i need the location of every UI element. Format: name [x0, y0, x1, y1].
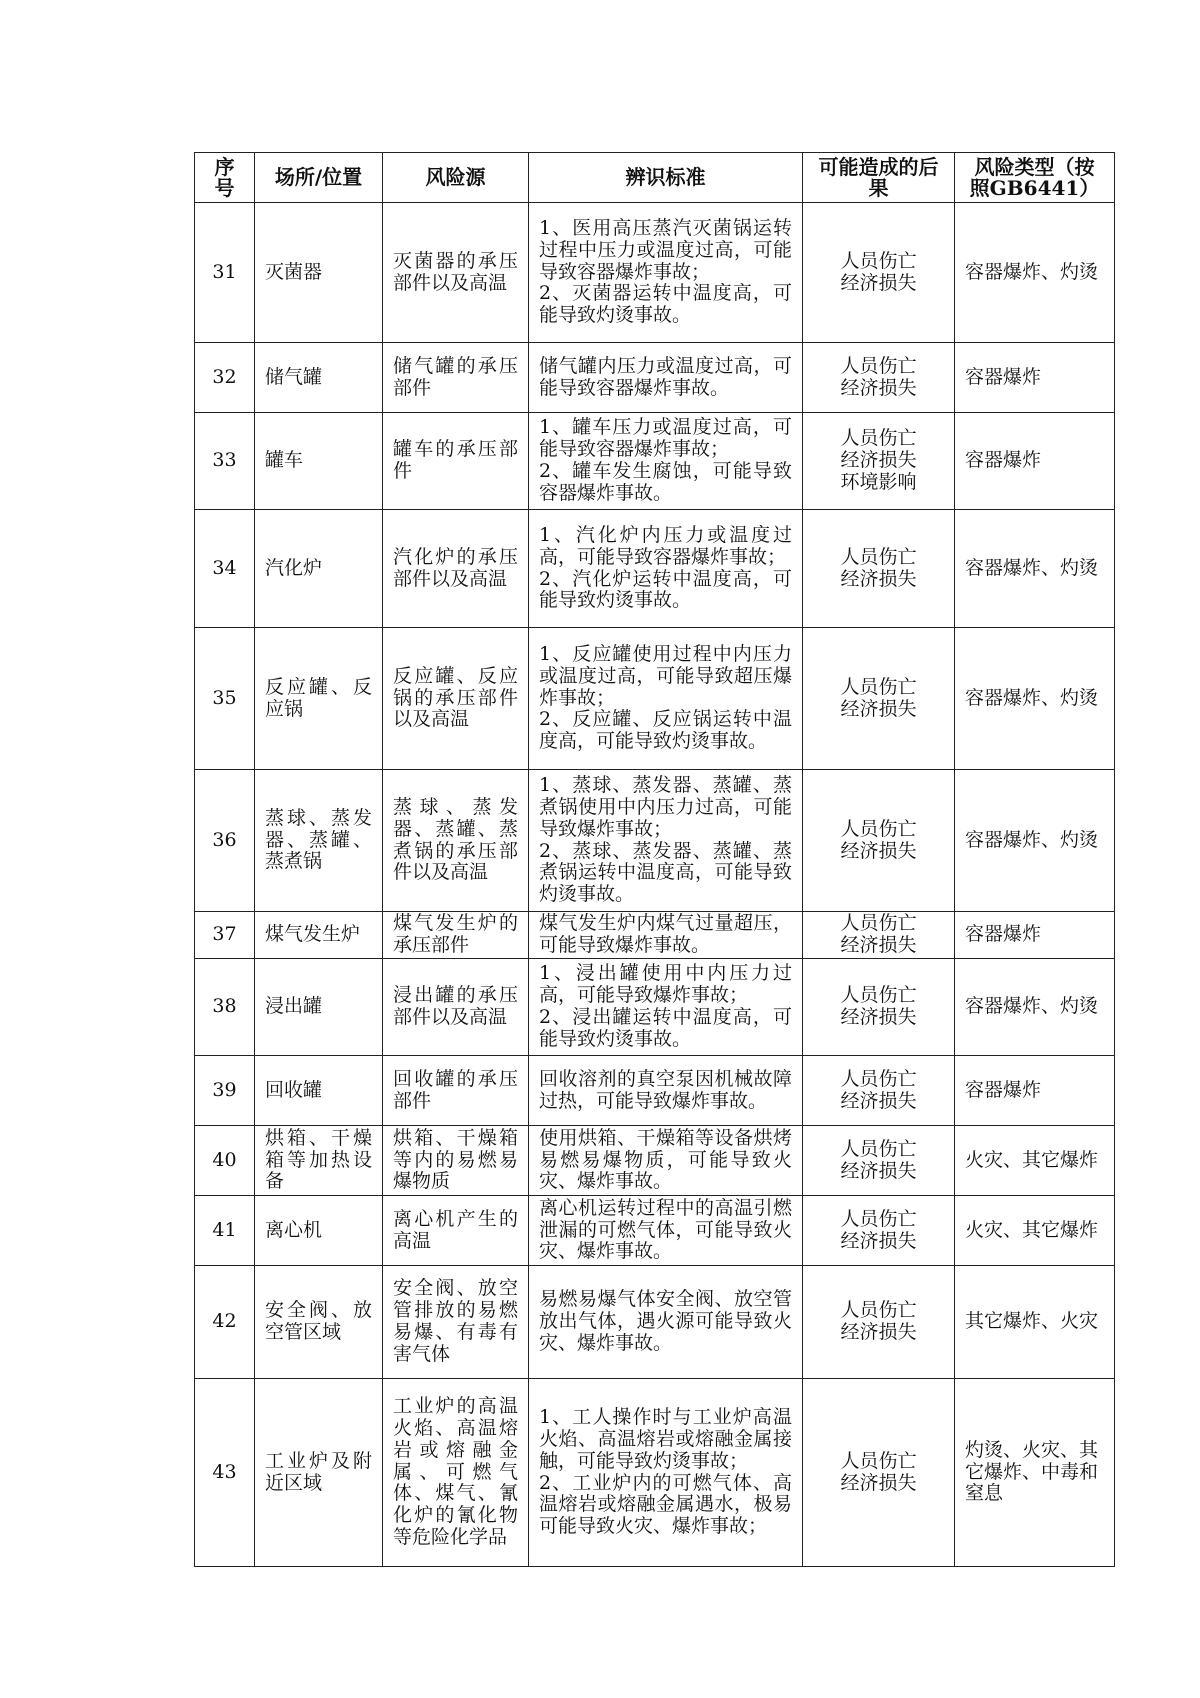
consequence-cell — [803, 628, 955, 770]
location-cell: 储气罐 — [255, 343, 383, 413]
consequence-cell — [803, 1266, 955, 1379]
location-cell: 蒸球、蒸发器、蒸罐、蒸煮锅 — [255, 770, 383, 912]
consequence-line: 人员伤亡 — [840, 1067, 917, 1090]
consequence-cell — [803, 413, 955, 510]
table-row — [195, 413, 1115, 510]
criteria-cell — [529, 1196, 803, 1266]
criteria-line: 1、蒸球、蒸发器、蒸罐、蒸煮锅使用中内压力过高，可能导致爆炸事故； — [539, 773, 792, 840]
consequence-line: 人员伤亡 — [840, 1207, 917, 1230]
consequence-line: 人员伤亡 — [840, 354, 917, 377]
location-cell: 工业炉及附近区域 — [255, 1379, 383, 1567]
criteria-cell — [529, 1056, 803, 1126]
consequence-line: 人员伤亡 — [840, 675, 917, 698]
criteria-line: 回收溶剂的真空泵因机械故障过热，可能导致爆炸事故。 — [539, 1067, 792, 1112]
table-row — [195, 203, 1115, 343]
risk-type-cell: 其它爆炸、火灾 — [955, 1266, 1115, 1379]
consequence-line: 环境影响 — [840, 470, 917, 493]
table-body — [195, 203, 1115, 1567]
row-number: 31 — [195, 203, 255, 343]
row-number: 40 — [195, 1126, 255, 1196]
criteria-cell — [529, 1126, 803, 1196]
criteria-cell — [529, 343, 803, 413]
header-type: 风险类型（按照GB6441） — [955, 153, 1115, 203]
criteria-cell — [529, 1266, 803, 1379]
consequence-line: 人员伤亡 — [840, 817, 917, 840]
consequence-line: 人员伤亡 — [840, 912, 917, 935]
table-row — [195, 1266, 1115, 1379]
risk-source-cell: 烘箱、干燥箱等内的易燃易爆物质 — [383, 1126, 529, 1196]
criteria-cell — [529, 413, 803, 510]
risk-source-cell: 浸出罐的承压部件以及高温 — [383, 959, 529, 1056]
consequence-line: 经济损失 — [840, 376, 917, 399]
risk-type-cell: 容器爆炸 — [955, 1056, 1115, 1126]
consequence-cell — [803, 203, 955, 343]
location-cell: 煤气发生炉 — [255, 912, 383, 959]
criteria-line: 使用烘箱、干燥箱等设备烘烤易燃易爆物质，可能导致火灾、爆炸事故。 — [539, 1126, 792, 1193]
location-cell: 汽化炉 — [255, 510, 383, 628]
consequence-cell — [803, 1379, 955, 1567]
risk-source-cell: 安全阀、放空管排放的易燃易爆、有毒有害气体 — [383, 1266, 529, 1379]
location-cell: 安全阀、放空管区域 — [255, 1266, 383, 1379]
risk-type-cell: 容器爆炸、灼烫 — [955, 203, 1115, 343]
location-cell: 灭菌器 — [255, 203, 383, 343]
location-cell: 烘箱、干燥箱等加热设备 — [255, 1126, 383, 1196]
consequence-line: 经济损失 — [840, 1089, 917, 1112]
consequence-line: 人员伤亡 — [840, 1137, 917, 1160]
risk-type-cell: 容器爆炸、灼烫 — [955, 959, 1115, 1056]
risk-type-cell: 火灾、其它爆炸 — [955, 1196, 1115, 1266]
risk-type-cell: 容器爆炸 — [955, 413, 1115, 510]
header-no: 序号 — [195, 153, 255, 203]
row-number: 36 — [195, 770, 255, 912]
criteria-line: 2、蒸球、蒸发器、蒸罐、蒸煮锅运转中温度高，可能导致灼烫事故。 — [539, 839, 792, 906]
consequence-cell — [803, 1126, 955, 1196]
table-row — [195, 510, 1115, 628]
consequence-line: 经济损失 — [840, 1229, 917, 1252]
consequence-line: 人员伤亡 — [840, 545, 917, 568]
risk-source-cell: 汽化炉的承压部件以及高温 — [383, 510, 529, 628]
consequence-cell — [803, 1056, 955, 1126]
criteria-line: 2、汽化炉运转中温度高，可能导致灼烫事故。 — [539, 567, 792, 612]
row-number: 43 — [195, 1379, 255, 1567]
location-cell: 回收罐 — [255, 1056, 383, 1126]
risk-type-cell: 容器爆炸 — [955, 912, 1115, 959]
criteria-line: 1、罐车压力或温度过高，可能导致容器爆炸事故； — [539, 416, 792, 461]
row-number: 34 — [195, 510, 255, 628]
criteria-line: 煤气发生炉内煤气过量超压，可能导致爆炸事故。 — [539, 912, 792, 956]
table-row — [195, 1126, 1115, 1196]
consequence-line: 经济损失 — [840, 271, 917, 294]
consequence-line: 人员伤亡 — [840, 1449, 917, 1472]
criteria-line: 离心机运转过程中的高温引燃泄漏的可燃气体，可能导致火灾、爆炸事故。 — [539, 1196, 792, 1263]
criteria-line: 1、工人操作时与工业炉高温火焰、高温熔岩或熔融金属接触，可能导致灼烫事故； — [539, 1405, 792, 1472]
criteria-line: 2、灭菌器运转中温度高，可能导致灼烫事故。 — [539, 282, 792, 327]
risk-type-cell: 灼烫、火灾、其它爆炸、中毒和窒息 — [955, 1379, 1115, 1567]
header-source: 风险源 — [383, 153, 529, 203]
criteria-cell — [529, 912, 803, 959]
risk-source-cell: 回收罐的承压部件 — [383, 1056, 529, 1126]
location-cell: 反应罐、反应锅 — [255, 628, 383, 770]
criteria-cell — [529, 1379, 803, 1567]
risk-table — [194, 152, 1115, 1567]
table-row — [195, 912, 1115, 959]
consequence-line: 人员伤亡 — [840, 427, 917, 450]
location-cell: 罐车 — [255, 413, 383, 510]
criteria-cell — [529, 510, 803, 628]
consequence-cell — [803, 959, 955, 1056]
consequence-line: 人员伤亡 — [840, 1299, 917, 1322]
risk-type-cell: 容器爆炸、灼烫 — [955, 628, 1115, 770]
location-cell: 浸出罐 — [255, 959, 383, 1056]
consequence-line: 经济损失 — [840, 934, 917, 956]
consequence-line: 经济损失 — [840, 449, 917, 472]
consequence-line: 经济损失 — [840, 1471, 917, 1494]
consequence-cell — [803, 912, 955, 959]
location-cell: 离心机 — [255, 1196, 383, 1266]
risk-type-cell: 容器爆炸 — [955, 343, 1115, 413]
risk-source-cell: 罐车的承压部件 — [383, 413, 529, 510]
criteria-line: 2、罐车发生腐蚀，可能导致容器爆炸事故。 — [539, 460, 792, 504]
table-row — [195, 343, 1115, 413]
consequence-cell — [803, 1196, 955, 1266]
criteria-cell — [529, 770, 803, 912]
risk-type-cell: 容器爆炸、灼烫 — [955, 770, 1115, 912]
row-number: 37 — [195, 912, 255, 959]
criteria-line: 2、反应罐、反应锅运转中温度高，可能导致灼烫事故。 — [539, 708, 792, 753]
consequence-line: 经济损失 — [840, 839, 917, 862]
row-number: 39 — [195, 1056, 255, 1126]
criteria-line: 1、浸出罐使用中内压力过高，可能导致爆炸事故； — [539, 962, 792, 1007]
row-number: 42 — [195, 1266, 255, 1379]
criteria-cell — [529, 203, 803, 343]
criteria-line: 储气罐内压力或温度过高，可能导致容器爆炸事故。 — [539, 354, 792, 399]
row-number: 33 — [195, 413, 255, 510]
risk-source-cell: 离心机产生的高温 — [383, 1196, 529, 1266]
consequence-line: 人员伤亡 — [840, 249, 917, 272]
consequence-line: 经济损失 — [840, 1321, 917, 1343]
table-row — [195, 628, 1115, 770]
consequence-cell — [803, 770, 955, 912]
row-number: 38 — [195, 959, 255, 1056]
row-number: 41 — [195, 1196, 255, 1266]
criteria-line: 1、医用高压蒸汽灭菌锅运转过程中压力或温度过高，可能导致容器爆炸事故； — [539, 216, 792, 283]
consequence-line: 人员伤亡 — [840, 984, 917, 1007]
consequence-line: 经济损失 — [840, 697, 917, 720]
consequence-line: 经济损失 — [840, 1006, 917, 1028]
risk-source-cell: 反应罐、反应锅的承压部件以及高温 — [383, 628, 529, 770]
table-row — [195, 770, 1115, 912]
table-row — [195, 1196, 1115, 1266]
criteria-line: 1、汽化炉内压力或温度过高，可能导致容器爆炸事故； — [539, 523, 792, 568]
row-number: 35 — [195, 628, 255, 770]
table-row — [195, 1379, 1115, 1567]
table-row — [195, 1056, 1115, 1126]
risk-source-cell: 煤气发生炉的承压部件 — [383, 912, 529, 959]
consequence-cell — [803, 510, 955, 628]
header-criteria: 辨识标准 — [529, 153, 803, 203]
risk-source-cell: 蒸球、蒸发器、蒸罐、蒸煮锅的承压部件以及高温 — [383, 770, 529, 912]
criteria-cell — [529, 959, 803, 1056]
table-row — [195, 959, 1115, 1056]
consequence-line: 经济损失 — [840, 1159, 917, 1182]
risk-source-cell: 工业炉的高温火焰、高温熔岩或熔融金属、可燃气体、煤气、氰化炉的氰化物等危险化学品 — [383, 1379, 529, 1567]
criteria-line: 2、工业炉内的可燃气体、高温熔岩或熔融金属遇水，极易可能导致火灾、爆炸事故； — [539, 1471, 792, 1538]
criteria-line: 2、浸出罐运转中温度高，可能导致灼烫事故。 — [539, 1006, 792, 1050]
risk-source-cell: 灭菌器的承压部件以及高温 — [383, 203, 529, 343]
header-location: 场所/位置 — [255, 153, 383, 203]
consequence-line: 经济损失 — [840, 567, 917, 590]
risk-type-cell: 火灾、其它爆炸 — [955, 1126, 1115, 1196]
consequence-cell — [803, 343, 955, 413]
risk-type-cell: 容器爆炸、灼烫 — [955, 510, 1115, 628]
criteria-line: 1、反应罐使用过程中内压力或温度过高，可能导致超压爆炸事故； — [539, 642, 792, 709]
criteria-line: 易燃易爆气体安全阀、放空管放出气体，遇火源可能导致火灾、爆炸事故。 — [539, 1288, 792, 1354]
risk-source-cell: 储气罐的承压部件 — [383, 343, 529, 413]
row-number: 32 — [195, 343, 255, 413]
header-row — [195, 153, 1115, 203]
criteria-cell — [529, 628, 803, 770]
header-consequence: 可能造成的后果 — [803, 153, 955, 203]
